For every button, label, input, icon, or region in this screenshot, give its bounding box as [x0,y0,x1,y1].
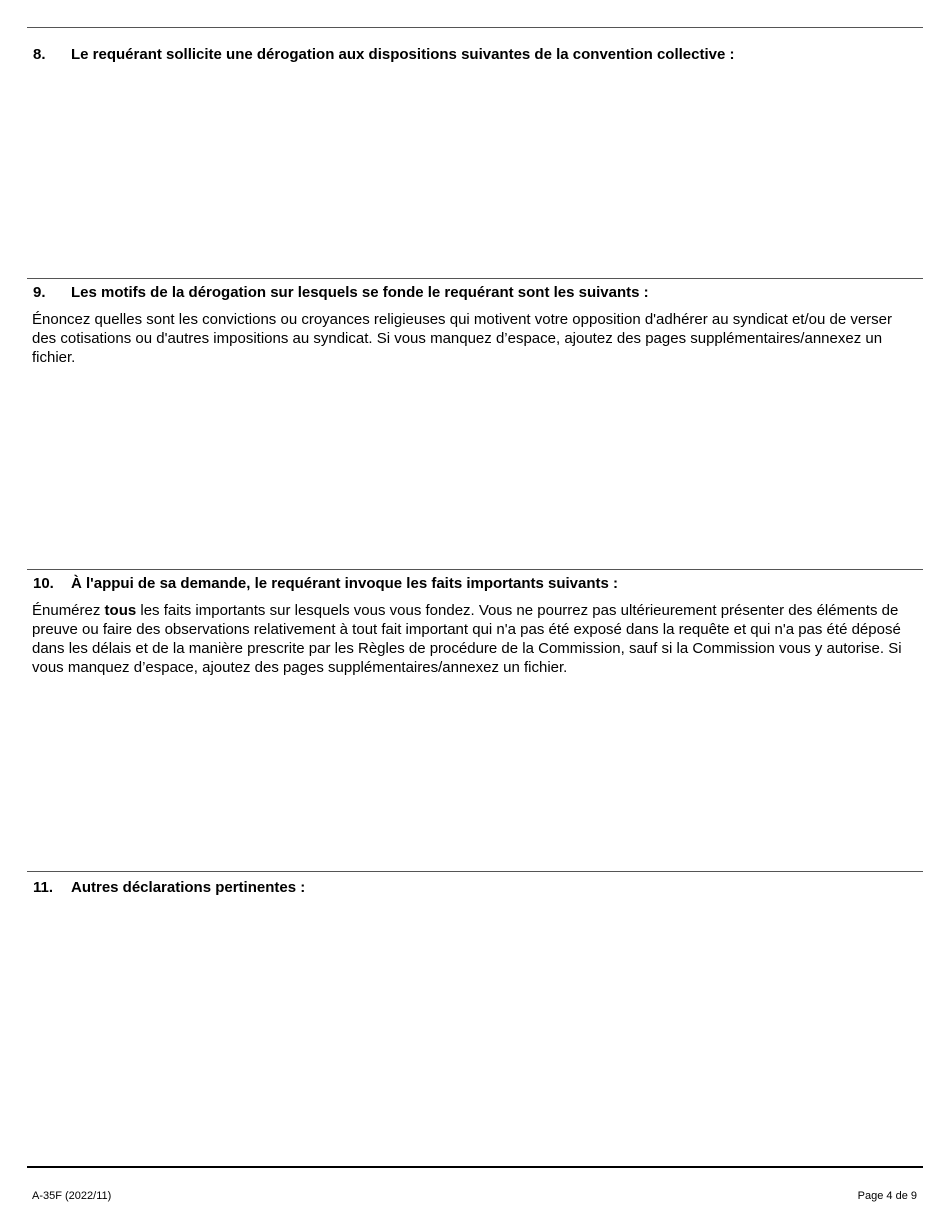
footer-divider [27,1166,923,1168]
section-11-heading [33,879,918,897]
section-10-answer-field[interactable] [32,682,920,864]
section-9-title: Les motifs de la dérogation sur lesquels se fonde le requérant sont les suivants : [71,284,649,301]
section-10-instructions [32,601,920,677]
section-10-divider [27,569,923,570]
section-9-number: 9. [33,284,46,301]
section-9-instructions: Énoncez quelles sont les convictions ou croyances religieuses qui motivent votre opposition d'adhérer au syndicat et/ou de verser des cotisations ou d'autres impositions au syndicat. Si vous manquez d’espace, ajoutez des pages supplémentaires/annexez un fichier. [32,311,893,366]
section-10-instructions-rest: les faits importants sur lesquels vous vous fondez. Vous ne pourrez pas ultérieurement présenter des éléments de preuve ou faire des observations relativement à tout fait important qui n'a pas été exposé dans la requête et qui n'a pas été déposé dans les délais et de la manière prescrite par les Règles de procédure de la Commission, sauf si la Commission vous y autorise. Si vous manquez d’espace, ajoutez des pages supplémentaires/annexez un fichier. [32,602,902,676]
top-divider [27,27,923,28]
section-11-divider [27,871,923,872]
form-code: A-35F (2022/11) [32,1190,112,1202]
section-10-number: 10. [33,575,54,592]
section-10-instructions-emphasis: tous [104,602,137,619]
section-8-number: 8. [33,46,46,63]
section-8-heading [33,46,918,64]
section-8-answer-field[interactable] [32,70,920,270]
section-9-heading [33,284,918,302]
section-11-number: 11. [33,879,54,896]
section-11-answer-field[interactable] [32,904,920,1159]
section-10-instructions-start: Énumérez [32,602,105,619]
section-9-divider [27,278,923,279]
section-10-heading [33,575,918,593]
section-11-title: Autres déclarations pertinentes : [71,879,306,896]
section-8-title: Le requérant sollicite une dérogation aux dispositions suivantes de la convention collective : [71,46,735,63]
section-9-answer-field[interactable] [32,372,920,562]
section-10-title: À l'appui de sa demande, le requérant invoque les faits importants suivants : [71,575,619,592]
page-number: Page 4 de 9 [857,1190,917,1202]
